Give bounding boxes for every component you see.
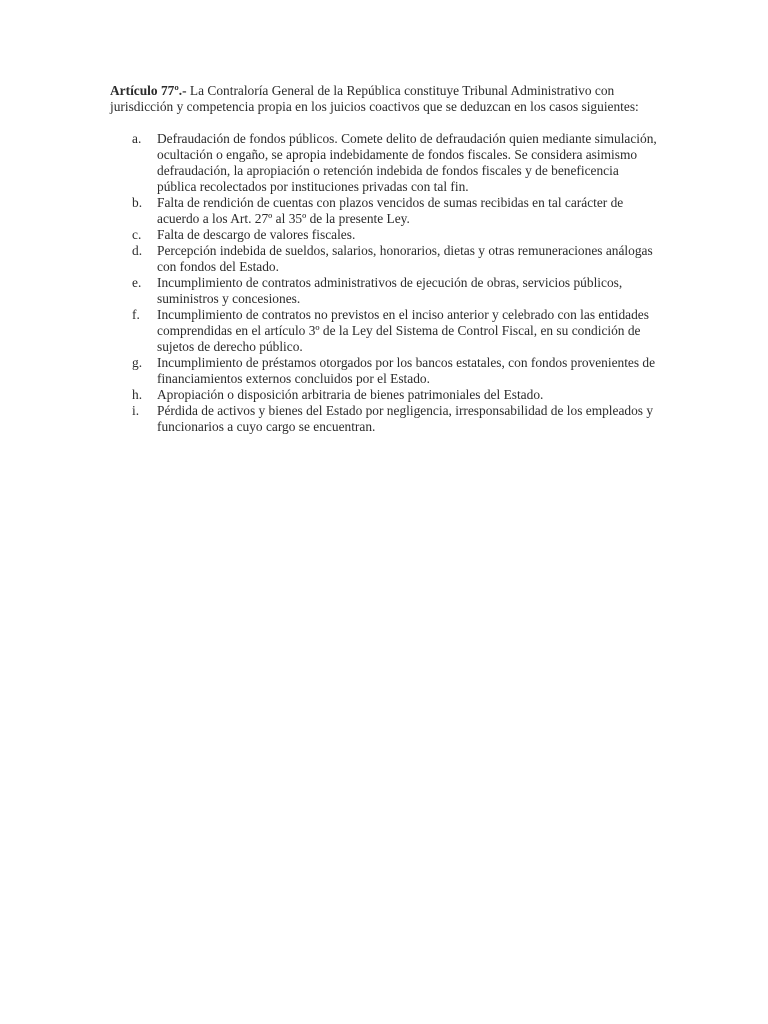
item-marker: e. <box>132 275 142 290</box>
list-item <box>110 131 660 195</box>
item-marker: h. <box>132 387 143 402</box>
item-marker: b. <box>132 195 143 210</box>
list-item <box>110 307 660 355</box>
article-intro <box>110 83 660 115</box>
item-text: Incumplimiento de contratos administrativos de ejecución de obras, servicios públicos, suministros y concesiones. <box>157 275 623 306</box>
list-item <box>110 195 660 227</box>
item-text: Percepción indebida de sueldos, salarios, honorarios, dietas y otras remuneraciones análogas con fondos del Estado. <box>157 243 653 274</box>
item-text: Incumplimiento de préstamos otorgados por los bancos estatales, con fondos provenientes de financiamientos externos concluidos por el Estado. <box>157 355 656 386</box>
article-number: Artículo 77º.- <box>110 83 187 98</box>
item-text: Defraudación de fondos públicos. Comete delito de defraudación quien mediante simulación, ocultación o engaño, se apropia indebidamente de fondos fiscales. Se considera asimismo defraudación, la apropiación o retención indebida de fondos fiscales y de beneficencia pública recolectados por instituciones privadas con tal fin. <box>157 131 657 194</box>
item-text: Pérdida de activos y bienes del Estado por negligencia, irresponsabilidad de los empleados y funcionarios a cuyo cargo se encuentran. <box>157 403 654 434</box>
item-marker: d. <box>132 243 143 258</box>
list-item <box>110 243 660 275</box>
list-item <box>110 355 660 387</box>
list-item <box>110 403 660 435</box>
article-77 <box>110 83 660 435</box>
item-text: Falta de rendición de cuentas con plazos vencidos de sumas recibidas en tal carácter de acuerdo a los Art. 27º al 35º de la presente Ley. <box>157 195 624 226</box>
list-item <box>110 387 660 403</box>
list-item <box>110 275 660 307</box>
item-marker: c. <box>132 227 142 242</box>
item-marker: g. <box>132 355 143 370</box>
item-text: Falta de descargo de valores fiscales. <box>157 227 356 242</box>
item-marker: i. <box>132 403 140 418</box>
article-intro-text: La Contraloría General de la República constituye Tribunal Administrativo con jurisdicción y competencia propia en los juicios coactivos que se deduzcan en los casos siguientes: <box>110 83 639 114</box>
item-text: Apropiación o disposición arbitraria de bienes patrimoniales del Estado. <box>157 387 544 402</box>
article-item-list <box>110 131 660 435</box>
item-marker: f. <box>132 307 140 322</box>
item-text: Incumplimiento de contratos no previstos en el inciso anterior y celebrado con las entidades comprendidas en el artículo 3º de la Ley del Sistema de Control Fiscal, en su condición de sujetos de derecho público. <box>157 307 649 354</box>
item-marker: a. <box>132 131 142 146</box>
list-item <box>110 227 660 243</box>
